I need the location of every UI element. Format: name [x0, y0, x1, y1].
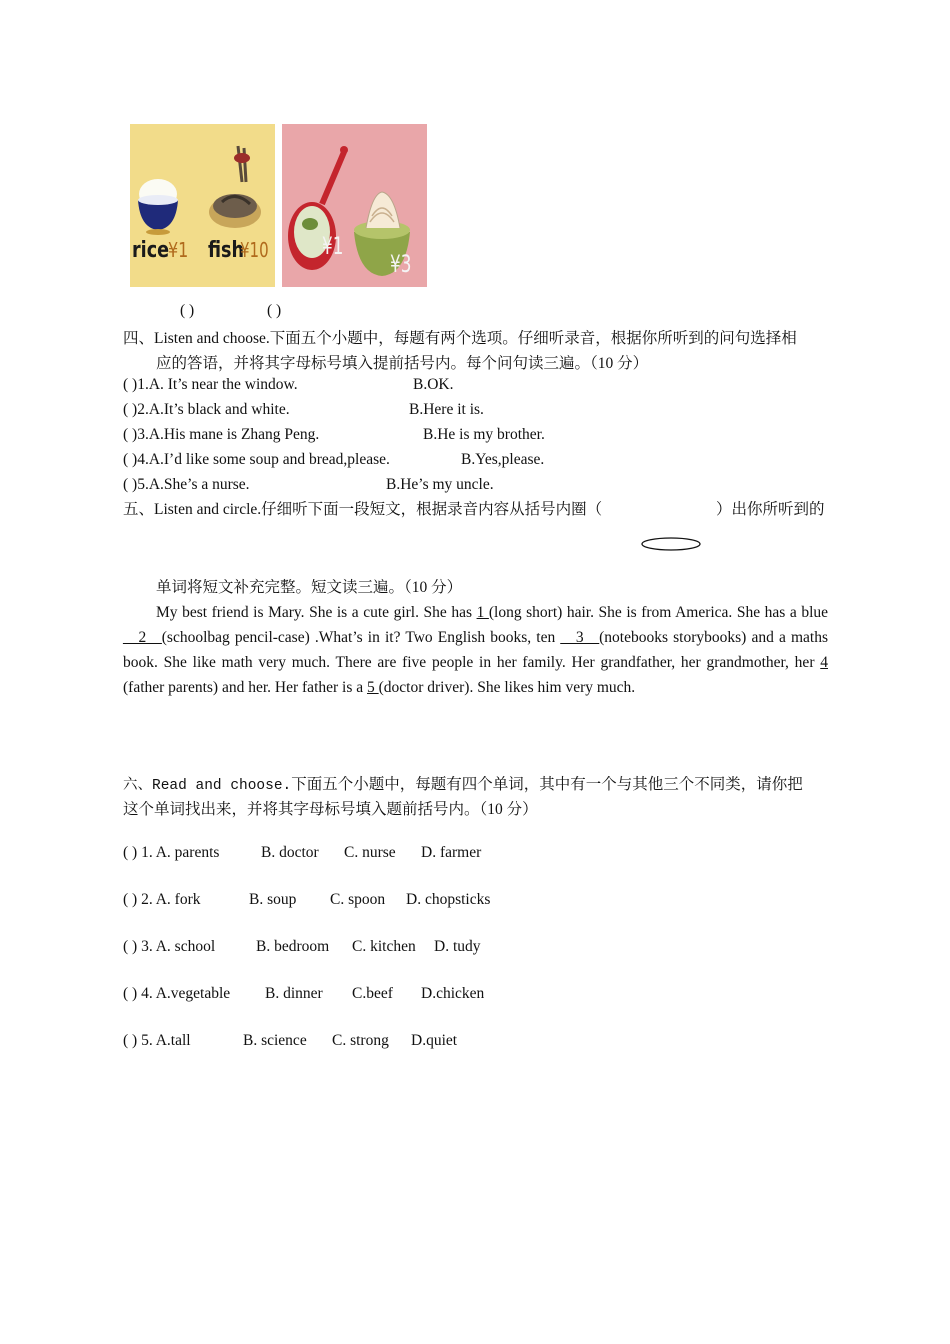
blank-5[interactable]: 5: [367, 679, 379, 696]
passage-text-1: My best friend is Mary. She is a cute girl. She has: [156, 604, 477, 621]
blank-4[interactable]: 4: [820, 654, 828, 671]
section5-heading-line2: 单词将短文补充完整。短文读三遍。（10 分）: [156, 579, 463, 596]
s6-q3-a: ( ) 3. A. school: [123, 938, 216, 955]
rice-price: ¥1: [168, 238, 189, 262]
s6-q3-b: B. bedroom: [256, 938, 330, 955]
rice-fish-picture: [130, 124, 275, 287]
s4-q4-option-a: ( )4.A.I’d like some soup and bread,please.: [123, 451, 390, 468]
s6-q5-a: ( ) 5. A.tall: [123, 1032, 191, 1049]
circle-shape-icon: [640, 536, 702, 552]
passage-text-4: (notebooks storybooks) and a maths book. She like math very much. There are five people in her family. Her grandfather, her grandmother, her: [123, 629, 828, 671]
s6-q2-b: B. soup: [249, 891, 297, 908]
passage-text-5: (father parents) and her. Her father is a: [123, 679, 368, 696]
section6-title-cn: 下面五个小题中，每题有四个单词，其中有一个与其他三个不同类，请你把: [291, 776, 803, 793]
s6-q2-c: C. spoon: [330, 891, 386, 908]
s6-q3-c: C. kitchen: [352, 938, 416, 955]
soup-noodles-picture: [282, 124, 427, 287]
s6-q5-d: D.quiet: [411, 1032, 458, 1049]
fish-label: fish: [208, 238, 245, 263]
section5-heading-part-a: 五、Listen and circle.仔细听下面一段短文，根据录音内容从括号内圈（: [123, 501, 603, 518]
blank-3[interactable]: __3__: [560, 629, 600, 646]
picture-2-answer-bracket[interactable]: ( ): [267, 302, 282, 319]
section5-passage: [123, 588, 828, 700]
fish-price: ¥10: [240, 238, 269, 262]
blank-1[interactable]: 1: [476, 604, 489, 621]
soup-price: ¥1: [322, 232, 344, 260]
s6-q4-a: ( ) 4. A.vegetable: [123, 985, 231, 1002]
s6-q2-d: D. chopsticks: [406, 891, 491, 908]
s4-q5-option-b: B.He’s my uncle.: [386, 476, 494, 493]
s6-q5-c: C. strong: [332, 1032, 389, 1049]
s6-q2-a: ( ) 2. A. fork: [123, 891, 201, 908]
picture-1-answer-bracket[interactable]: ( ): [180, 302, 195, 319]
s4-q2-option-b: B.Here it is.: [409, 401, 484, 418]
s6-q4-b: B. dinner: [265, 985, 323, 1002]
s6-q3-d: D. tudy: [434, 938, 481, 955]
section5-heading-part-b: ）出你所听到的: [716, 501, 825, 518]
s6-q1-c: C. nurse: [344, 844, 396, 861]
s4-q4-option-b: B.Yes,please.: [461, 451, 545, 468]
s4-q5-option-a: ( )5.A.She’s a nurse.: [123, 476, 250, 493]
s4-q2-option-a: ( )2.A.It’s black and white.: [123, 401, 290, 418]
s6-q1-a: ( ) 1. A. parents: [123, 844, 220, 861]
s6-q1-b: B. doctor: [261, 844, 319, 861]
s6-q4-d: D.chicken: [421, 985, 485, 1002]
s4-q1-option-b: B.OK.: [413, 376, 454, 393]
passage-text-3: (schoolbag pencil-case) .What’s in it? Two English books, ten: [161, 629, 561, 646]
section6-heading-line2: 这个单词找出来，并将其字母标号填入题前括号内。（10 分）: [123, 801, 538, 818]
section6-heading-line1: [123, 772, 803, 794]
passage-text-2: (long short) hair. She is from America. She has a blue: [488, 604, 829, 621]
passage-text-6: (doctor driver). She likes him very much.: [378, 679, 636, 696]
s6-q5-b: B. science: [243, 1032, 307, 1049]
section6-title-en: 六、Read and choose.: [123, 778, 292, 794]
s4-q3-option-a: ( )3.A.His mane is Zhang Peng.: [123, 426, 320, 443]
section4-heading-line2: 应的答语，并将其字母标号填入提前括号内。每个问句读三遍。（10 分）: [156, 355, 649, 372]
s6-q1-d: D. farmer: [421, 844, 482, 861]
blank-2[interactable]: __2__: [123, 629, 162, 646]
noodles-price: ¥3: [390, 250, 412, 278]
section4-heading-line1: 四、Listen and choose.下面五个小题中，每题有两个选项。仔细听录音，根据你所听到的问句选择相: [123, 330, 797, 347]
rice-label: rice: [132, 238, 170, 263]
s4-q3-option-b: B.He is my brother.: [423, 426, 545, 443]
s4-q1-option-a: ( )1.A. It’s near the window.: [123, 376, 298, 393]
s6-q4-c: C.beef: [352, 985, 393, 1002]
